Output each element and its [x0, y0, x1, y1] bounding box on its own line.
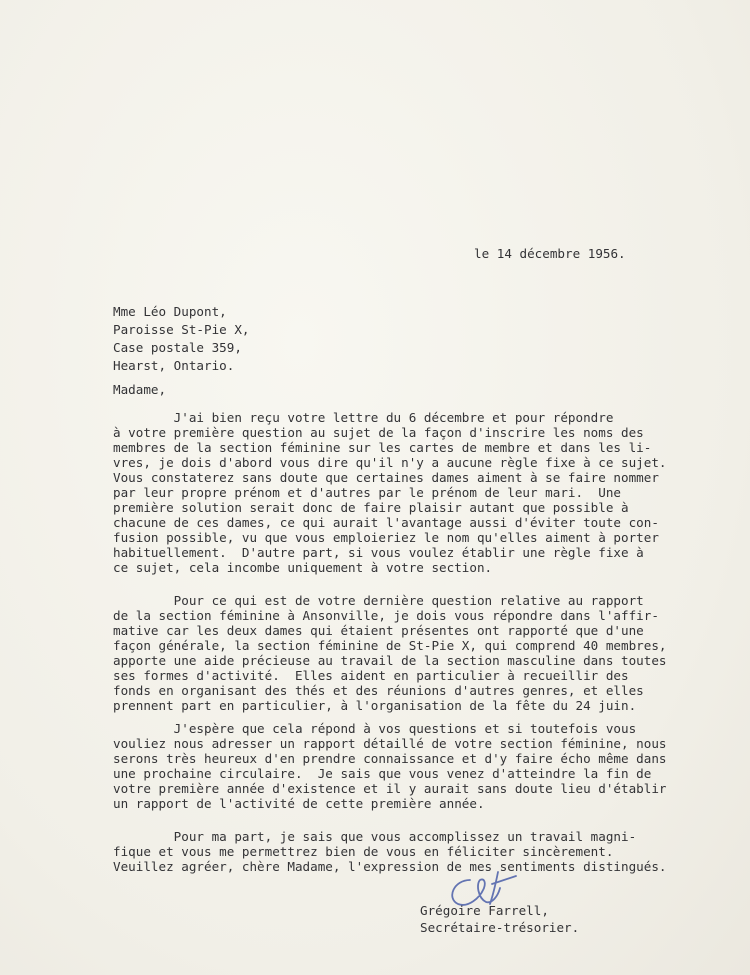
paragraph-line: ses formes d'activité. Elles aident en particulier à recueillir des	[113, 668, 629, 683]
paragraph-line: un rapport de l'activité de cette première année.	[113, 796, 485, 811]
paragraph-line: serons très heureux d'en prendre connaissance et d'y faire écho même dans	[113, 751, 667, 766]
paragraph-line: vres, je dois d'abord vous dire qu'il n'y a aucune règle fixe à ce sujet.	[113, 455, 667, 470]
paragraph-line: première solution serait donc de faire plaisir autant que possible à	[113, 500, 629, 515]
signature-name: Grégoire Farrell,	[420, 903, 549, 918]
paragraph-line: de la section féminine à Ansonville, je dois vous répondre dans l'affir-	[113, 608, 659, 623]
paragraph-line: Vous constaterez sans doute que certaines dames aiment à se faire nommer	[113, 470, 659, 485]
paragraph-line: mative car les deux dames qui étaient présentes ont rapporté que d'une	[113, 623, 644, 638]
paragraph-line: membres de la section féminine sur les cartes de membre et dans les li-	[113, 440, 652, 455]
paragraph-line: habituellement. D'autre part, si vous voulez établir une règle fixe à	[113, 545, 644, 560]
paragraph-4	[113, 829, 667, 874]
paragraph-3	[113, 721, 667, 811]
paragraph-line: Veuillez agréer, chère Madame, l'expression de mes sentiments distingués.	[113, 859, 667, 874]
paragraph-line: par leur propre prénom et d'autres par le prénom de leur mari. Une	[113, 485, 621, 500]
paragraph-2	[113, 593, 667, 713]
paragraph-line: Pour ma part, je sais que vous accomplissez un travail magni-	[113, 829, 637, 844]
paragraph-line: à votre première question au sujet de la façon d'inscrire les noms des	[113, 425, 644, 440]
paragraph-line: apporte une aide précieuse au travail de la section masculine dans toutes	[113, 653, 667, 668]
recipient-line-2: Paroisse St-Pie X,	[113, 322, 250, 337]
paragraph-line: fique et vous me permettrez bien de vous en féliciter sincèrement.	[113, 844, 614, 859]
paragraph-line: ce sujet, cela incombe uniquement à votre section.	[113, 560, 493, 575]
paragraph-line: J'espère que cela répond à vos questions et si toutefois vous	[113, 721, 637, 736]
signature-title: Secrétaire-trésorier.	[420, 920, 580, 935]
paragraph-line: votre première année d'existence et il y aurait sans doute lieu d'établir	[113, 781, 667, 796]
recipient-line-1: Mme Léo Dupont,	[113, 304, 227, 319]
paragraph-line: façon générale, la section féminine de St-Pie X, qui comprend 40 membres,	[113, 638, 667, 653]
paragraph-line: J'ai bien reçu votre lettre du 6 décembre et pour répondre	[113, 410, 614, 425]
paragraph-line: fonds en organisant des thés et des réunions d'autres genres, et elles	[113, 683, 644, 698]
letter-date: le 14 décembre 1956.	[474, 246, 626, 261]
recipient-line-3: Case postale 359,	[113, 340, 242, 355]
paragraph-line: fusion possible, vu que vous emploieriez le nom qu'elles aiment à porter	[113, 530, 659, 545]
paragraph-line: une prochaine circulaire. Je sais que vous venez d'atteindre la fin de	[113, 766, 652, 781]
paragraph-line: vouliez nous adresser un rapport détaillé de votre section féminine, nous	[113, 736, 667, 751]
paragraph-line: prennent part en particulier, à l'organisation de la fête du 24 juin.	[113, 698, 637, 713]
paragraph-1	[113, 410, 667, 575]
paragraph-line: Pour ce qui est de votre dernière question relative au rapport	[113, 593, 644, 608]
recipient-line-4: Hearst, Ontario.	[113, 358, 235, 373]
paragraph-line: chacune de ces dames, ce qui aurait l'avantage aussi d'éviter toute con-	[113, 515, 659, 530]
salutation: Madame,	[113, 382, 167, 397]
